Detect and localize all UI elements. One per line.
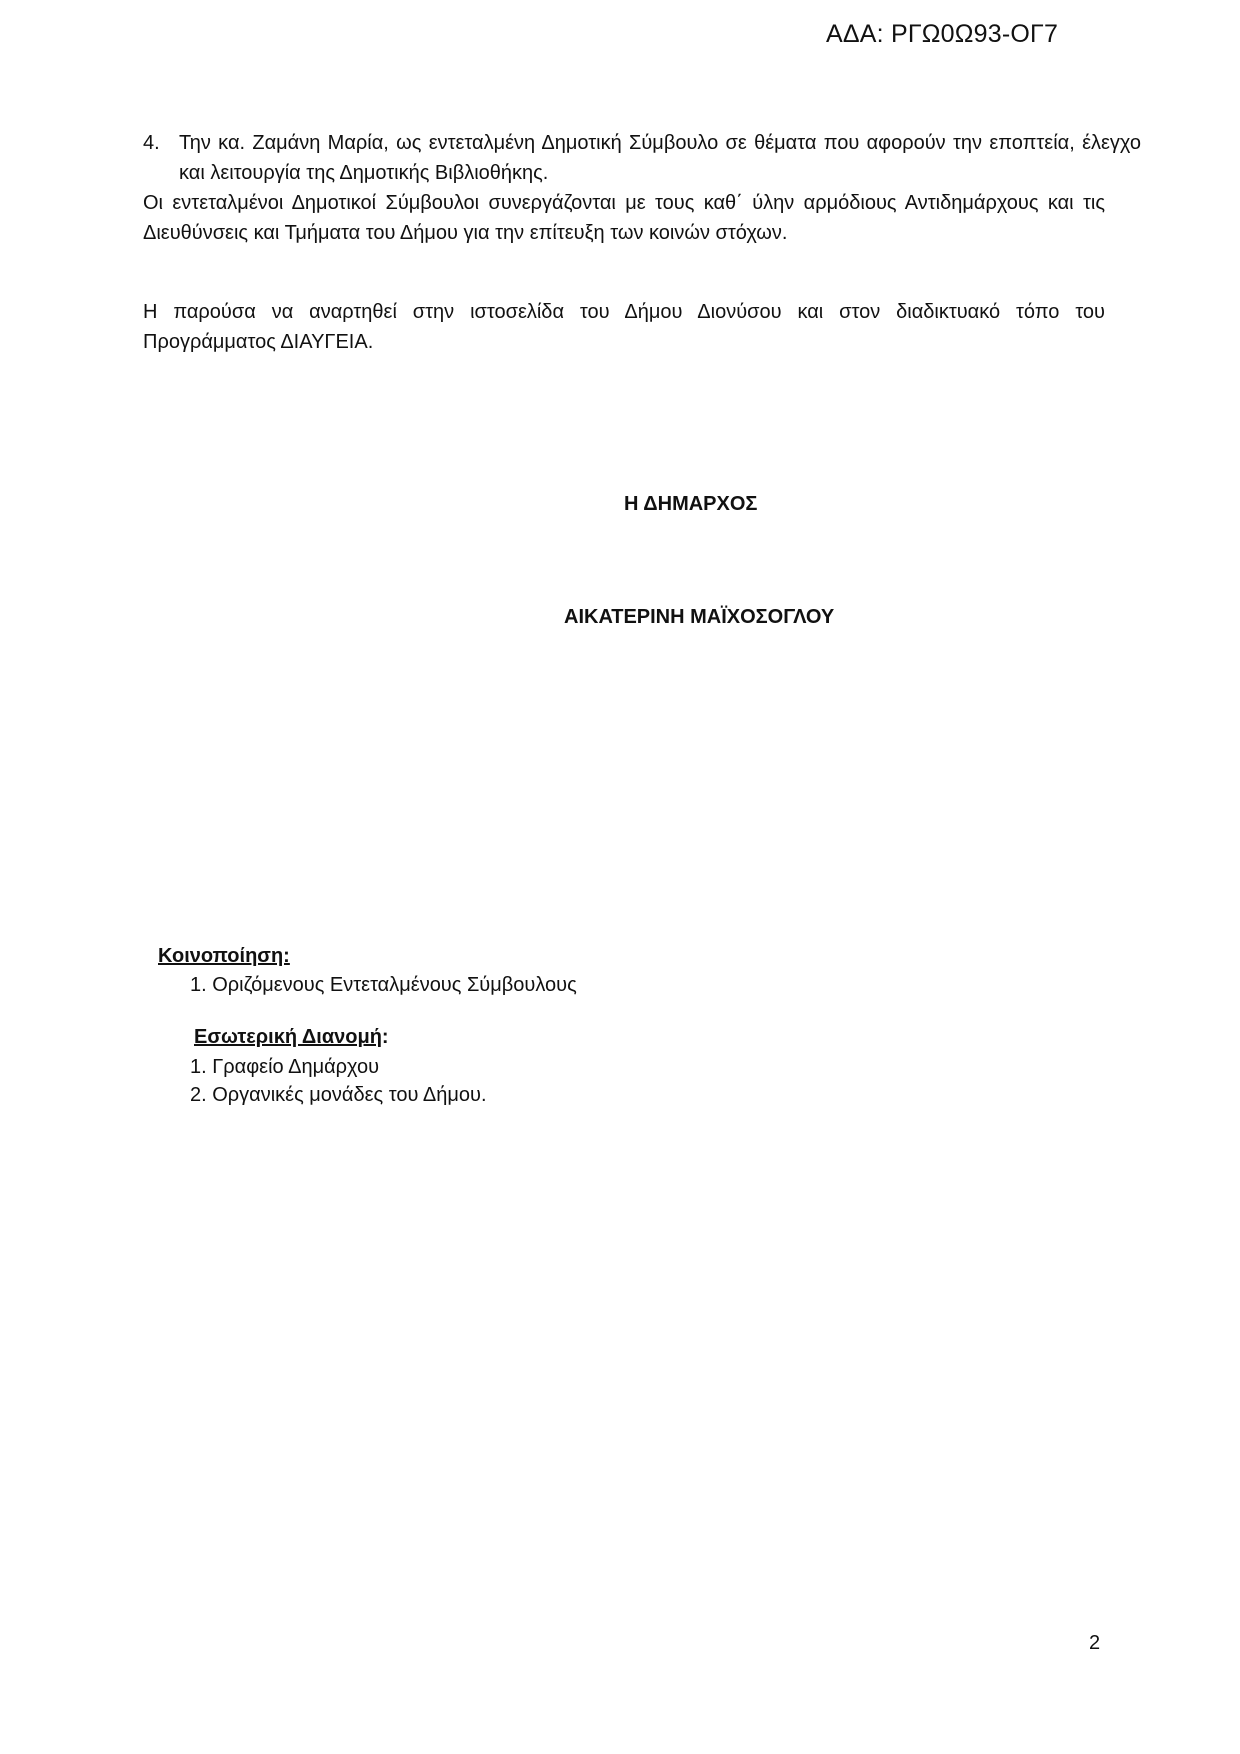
decision-item-4 bbox=[143, 128, 1141, 188]
notification-heading bbox=[158, 945, 290, 968]
signature-name: ΑΙΚΑΤΕΡΙΝΗ ΜΑΪΧΟΣΟΓΛΟΥ bbox=[564, 606, 835, 628]
notification-list bbox=[190, 971, 577, 999]
internal-heading-colon: : bbox=[381, 1026, 389, 1048]
item-number: 4. bbox=[143, 132, 160, 154]
list-item: 1. Οριζόμενους Εντεταλμένους Σύμβουλους bbox=[190, 974, 577, 996]
internal-heading-text: Εσωτερική Διανομή bbox=[194, 1026, 382, 1048]
cooperation-paragraph: Οι εντεταλμένοι Δημοτικοί Σύμβουλοι συνεργάζονται με τους καθ΄ ύλην αρμόδιους Αντιδημάρχους και τις Διευθύνσεις και Τμήματα του Δήμου για την επίτευξη των κοινών στόχων. bbox=[143, 192, 1105, 244]
internal-distribution-list bbox=[190, 1053, 487, 1109]
signature-title: Η ΔΗΜΑΡΧΟΣ bbox=[624, 493, 758, 515]
item-text: Την κα. Ζαμάνη Μαρία, ως εντεταλμένη Δημοτική Σύμβουλο σε θέματα που αφορούν την εποπτεία, έλεγχο και λειτουργία της Δημοτικής Βιβλιοθήκης. bbox=[179, 132, 1141, 184]
internal-distribution-heading bbox=[194, 1026, 389, 1049]
ada-code: ΑΔΑ: ΡΓΩ0Ω93-ΟΓ7 bbox=[826, 20, 1059, 48]
posting-paragraph: Η παρούσα να αναρτηθεί στην ιστοσελίδα του Δήμου Διονύσου και στον διαδικτυακό τόπο του Προγράμματος ΔΙΑΥΓΕΙΑ. bbox=[143, 301, 1105, 353]
page-number: 2 bbox=[1089, 1632, 1101, 1654]
list-item: 2. Οργανικές μονάδες του Δήμου. bbox=[190, 1084, 487, 1106]
notification-heading-text: Κοινοποίηση: bbox=[158, 945, 290, 967]
list-item: 1. Γραφείο Δημάρχου bbox=[190, 1056, 380, 1078]
